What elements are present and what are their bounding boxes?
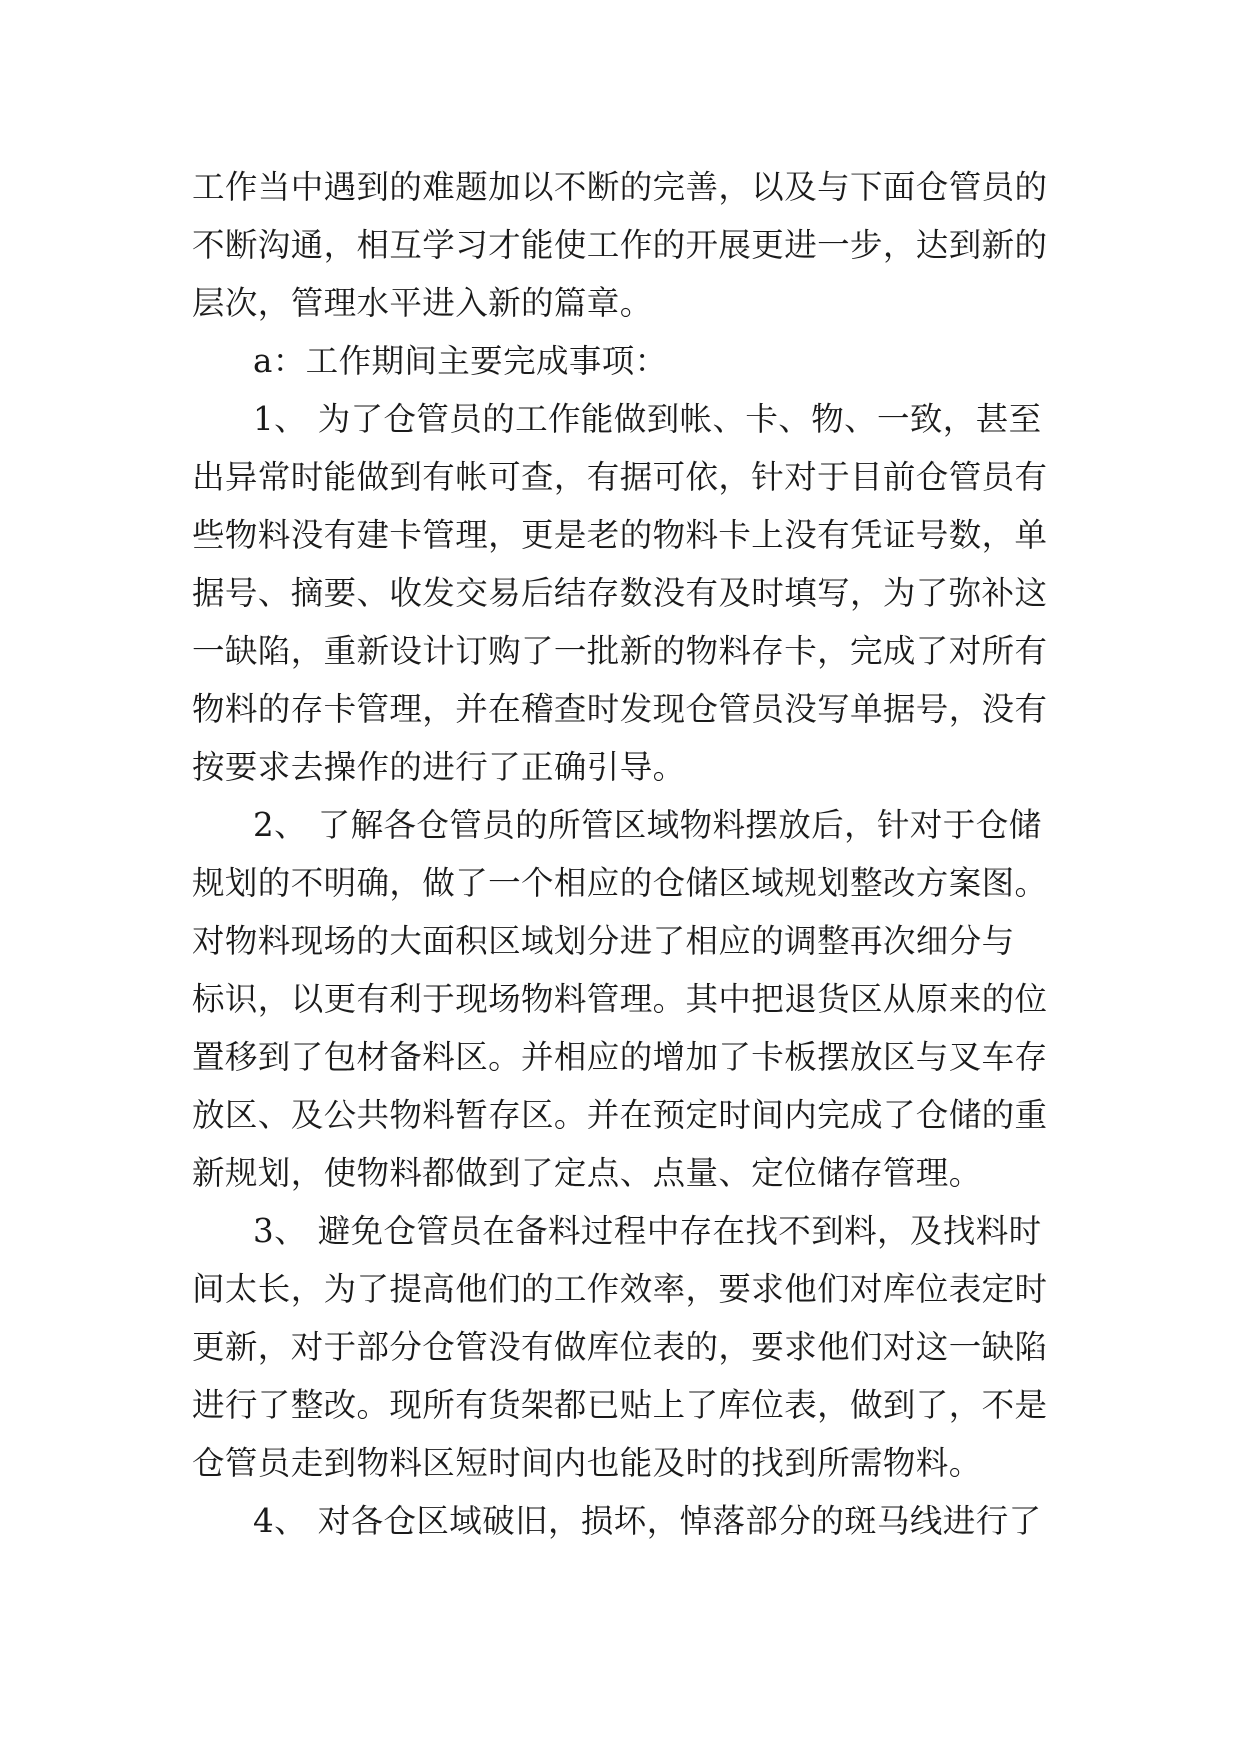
text-line: 不断沟通，相互学习才能使工作的开展更进一步，达到新的 <box>192 226 1048 264</box>
text-line: 标识，以更有利于现场物料管理。其中把退货区从原来的位 <box>192 980 1048 1018</box>
text-line: 1、 为了仓管员的工作能做到帐、卡、物、一致，甚至 <box>253 400 1042 438</box>
text-line: 2、 了解各仓管员的所管区域物料摆放后，针对于仓储 <box>253 806 1042 844</box>
text-line: 出异常时能做到有帐可查，有据可依，针对于目前仓管员有 <box>192 458 1048 496</box>
text-line: 间太长，为了提高他们的工作效率，要求他们对库位表定时 <box>192 1270 1048 1308</box>
text-line: 仓管员走到物料区短时间内也能及时的找到所需物料。 <box>192 1444 982 1482</box>
text-line: 进行了整改。现所有货架都已贴上了库位表，做到了，不是 <box>192 1386 1048 1424</box>
text-line: 置移到了包材备料区。并相应的增加了卡板摆放区与叉车存 <box>192 1038 1048 1076</box>
text-line: 按要求去操作的进行了正确引导。 <box>192 748 686 786</box>
text-line: 对物料现场的大面积区域划分进了相应的调整再次细分与 <box>192 922 1015 960</box>
section-heading: a：工作期间主要完成事项： <box>253 342 668 380</box>
text-line: 些物料没有建卡管理，更是老的物料卡上没有凭证号数，单 <box>192 516 1048 554</box>
text-line: 新规划，使物料都做到了定点、点量、定位储存管理。 <box>192 1154 982 1192</box>
text-line: 3、 避免仓管员在备料过程中存在找不到料，及找料时 <box>253 1212 1042 1250</box>
text-line: 物料的存卡管理，并在稽查时发现仓管员没写单据号，没有 <box>192 690 1048 728</box>
text-line: 工作当中遇到的难题加以不断的完善，以及与下面仓管员的 <box>192 168 1048 206</box>
text-line: 规划的不明确，做了一个相应的仓储区域规划整改方案图。 <box>192 864 1048 902</box>
text-line: 4、 对各仓区域破旧，损坏，悼落部分的斑马线进行了 <box>253 1502 1042 1540</box>
text-line: 一缺陷，重新设计订购了一批新的物料存卡，完成了对所有 <box>192 632 1048 670</box>
text-line: 放区、及公共物料暂存区。并在预定时间内完成了仓储的重 <box>192 1096 1048 1134</box>
text-line: 更新，对于部分仓管没有做库位表的，要求他们对这一缺陷 <box>192 1328 1048 1366</box>
text-line: 层次，管理水平进入新的篇章。 <box>192 284 653 322</box>
text-line: 据号、摘要、收发交易后结存数没有及时填写，为了弥补这 <box>192 574 1048 612</box>
